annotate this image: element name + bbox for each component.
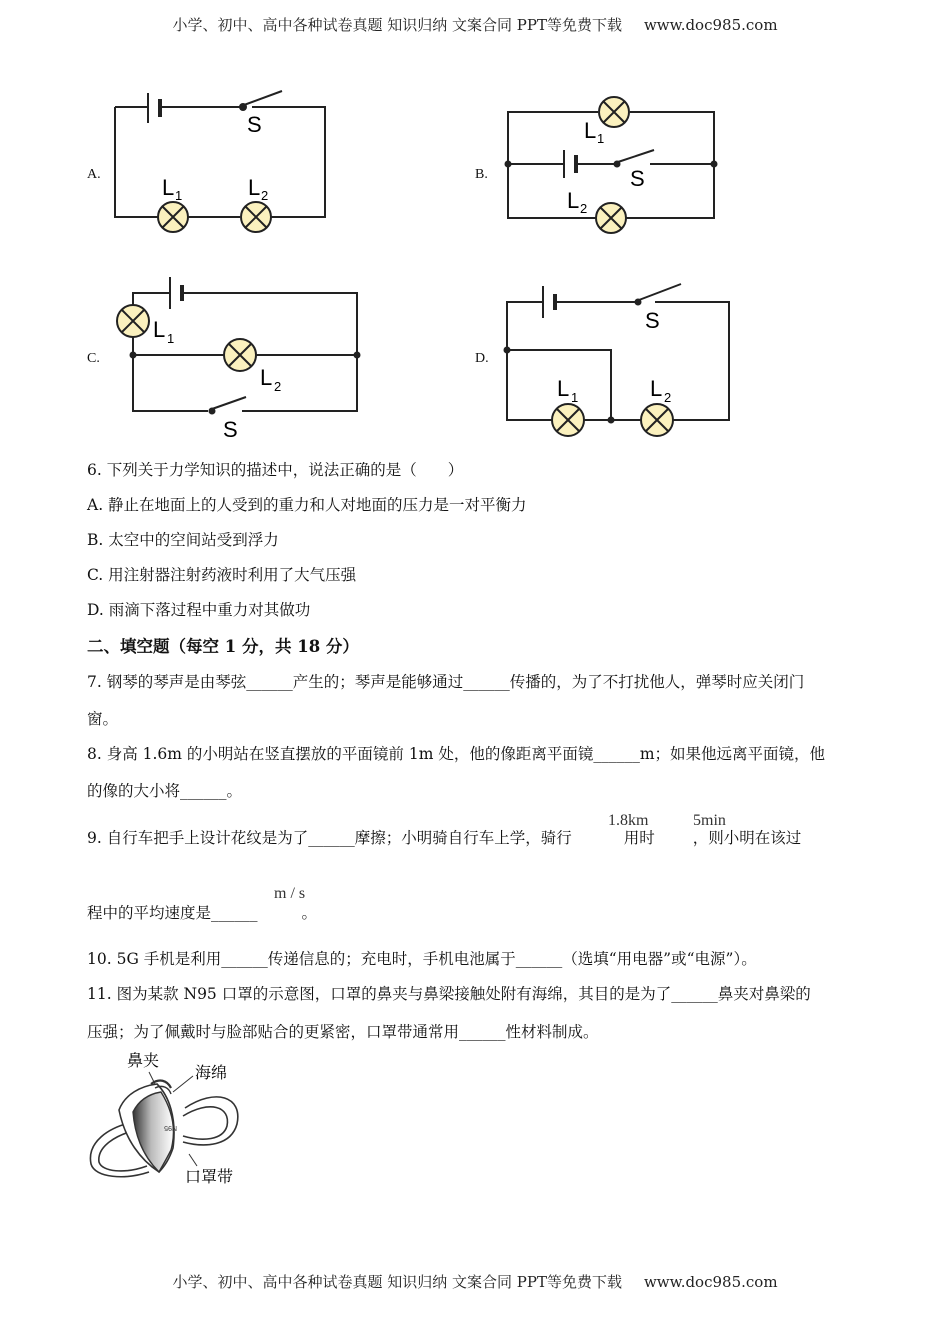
lamp-l1-icon: [599, 97, 629, 127]
q9-line2-text: 程中的平均速度是______: [87, 904, 258, 922]
q7-line2: 窗。: [87, 710, 119, 728]
l2-label: L: [650, 376, 663, 401]
q6-option-a: A. 静止在地面上的人受到的重力和人对地面的压力是一对平衡力: [87, 496, 527, 514]
nose-clip-label: 鼻夹: [127, 1053, 160, 1070]
section-title: 二、填空题（每空 1 分，共 18 分）: [87, 637, 359, 656]
option-b-label: B.: [475, 167, 488, 182]
lamp-l1-icon: [117, 305, 149, 337]
l1-label: L: [162, 175, 175, 200]
footer-text: 小学、初中、高中各种试卷真题 知识归纳 文案合同 PPT等免费下载: [172, 1273, 622, 1291]
strap-label: 口罩带: [185, 1169, 234, 1186]
q9-line2: [87, 901, 317, 923]
l1-sub: 1: [571, 390, 579, 405]
l2-sub: 2: [580, 201, 588, 216]
q6-option-d: D. 雨滴下落过程中重力对其做功: [87, 601, 311, 619]
l1-sub: 1: [167, 331, 175, 346]
lamp-l1-icon: [158, 202, 188, 232]
mask-mark: N95: [164, 1124, 177, 1131]
page-footer: [0, 1271, 950, 1292]
l1-label: L: [557, 376, 570, 401]
l2-sub: 2: [664, 390, 672, 405]
header-text: 小学、初中、高中各种试卷真题 知识归纳 文案合同 PPT等免费下载: [172, 16, 622, 34]
q9-distance: 1.8km: [608, 812, 649, 829]
q11-line2: 压强；为了佩戴时与脸部贴合的更紧密，口罩带通常用______性材料制成。: [87, 1023, 599, 1041]
lamp-l2-icon: [224, 339, 256, 371]
l2-label: L: [567, 188, 580, 213]
q11-line1: 11. 图为某款 N95 口罩的示意图，口罩的鼻夹与鼻梁接触处附有海绵，其目的是为了______鼻夹对鼻梁的: [87, 985, 811, 1003]
option-a-label: A.: [87, 167, 101, 182]
q8-line2: 的像的大小将______。: [87, 782, 243, 800]
lamp-l1-icon: [552, 404, 584, 436]
q9-part3: ，则小明在该过: [692, 829, 802, 847]
l1-sub: 1: [175, 188, 183, 203]
circuit-b-diagram: [500, 90, 730, 245]
lamp-l2-icon: [596, 203, 626, 233]
option-c-label: C.: [87, 351, 100, 366]
q9-part1: 9. 自行车把手上设计花纹是为了______摩擦；小明骑自行车上学，骑行: [87, 829, 572, 847]
switch-label: S: [630, 166, 645, 191]
q6-option-b: B. 太空中的空间站受到浮力: [87, 531, 279, 549]
footer-url[interactable]: www.doc985.com: [643, 1273, 778, 1291]
q6-option-c: C. 用注射器注射药液时利用了大气压强: [87, 566, 357, 584]
q9-end: 。: [301, 904, 318, 922]
circuit-d-diagram: [495, 280, 740, 445]
l2-sub: 2: [274, 379, 282, 394]
q7-line1: 7. 钢琴的琴声是由琴弦______产生的；琴声是能够通过______传播的，为了不打扰他人，弹琴时应关闭门: [87, 673, 805, 691]
l2-sub: 2: [261, 188, 269, 203]
l2-label: L: [260, 365, 273, 390]
switch-label: S: [247, 112, 262, 137]
q10-line1: 10. 5G 手机是利用______传递信息的；充电时，手机电池属于______（选填“用电器”或“电源”）。: [87, 950, 757, 968]
circuit-a-diagram: [100, 85, 340, 240]
q9-unit: m / s: [274, 885, 306, 902]
q9-part2: 用时: [623, 829, 655, 847]
q8-line1: 8. 身高 1.6m 的小明站在竖直摆放的平面镜前 1m 处，他的像距离平面镜______m；如果他远离平面镜，他: [87, 745, 826, 763]
q9-time: 5min: [693, 812, 726, 829]
page-header: [0, 14, 950, 35]
n95-mask-figure: [85, 1048, 255, 1188]
switch-label: S: [645, 308, 660, 333]
l1-label: L: [153, 317, 166, 342]
lamp-l2-icon: [241, 202, 271, 232]
sponge-label: 海绵: [195, 1065, 228, 1082]
l1-label: L: [584, 118, 597, 143]
header-url[interactable]: www.doc985.com: [643, 16, 778, 34]
l1-sub: 1: [597, 131, 605, 146]
lamp-l2-icon: [641, 404, 673, 436]
mask-body-icon: [119, 1081, 177, 1172]
option-d-label: D.: [475, 351, 489, 366]
q6-stem: 6. 下列关于力学知识的描述中，说法正确的是（ ）: [87, 461, 464, 479]
switch-label: S: [223, 417, 238, 442]
circuit-c-diagram: [108, 265, 368, 445]
l2-label: L: [248, 175, 261, 200]
